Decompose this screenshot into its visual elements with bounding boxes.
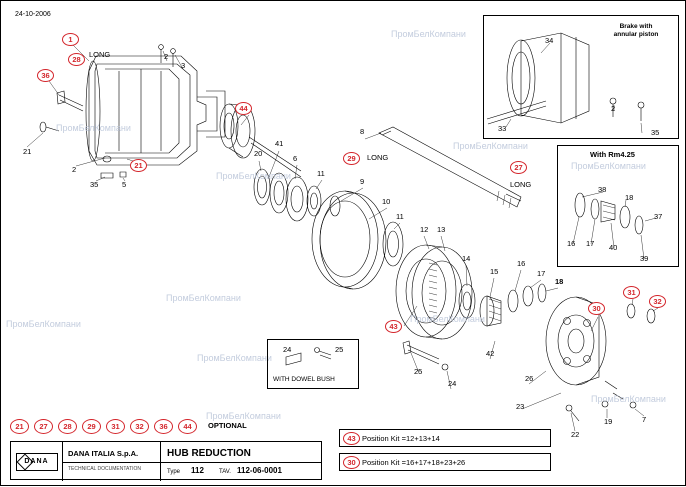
optional-label: OPTIONAL [208,421,247,430]
callout-2-top: 2 [164,52,169,61]
kit-box-43 [339,429,551,447]
watermark: ПромБелКомпани [410,314,485,324]
tav-value: 112-06-0001 [237,466,282,475]
brake-callout-33: 33 [498,124,507,133]
callout-31[interactable]: 31 [623,286,640,299]
brake-callout-34: 34 [545,36,554,45]
callout-5: 5 [122,180,127,189]
dana-logo [11,442,63,481]
callout-11-lower: 11 [396,212,404,221]
optional-item-32[interactable]: 32 [130,419,149,434]
doc-type: TECHNICAL DOCUMENTATION [68,466,141,472]
watermark: ПромБелКомпани [216,171,291,181]
rm-callout-18: 18 [625,193,634,202]
callout-36[interactable]: 36 [37,69,54,82]
callout-41: 41 [275,139,284,148]
callout-14: 14 [462,254,471,263]
watermark: ПромБелКомпани [453,141,528,151]
callout-17: 17 [537,269,546,278]
company-name: DANA ITALIA S.p.A. [68,449,139,458]
watermark: ПромБелКомпани [197,353,272,363]
callout-43-main[interactable]: 43 [385,320,402,333]
kit-box-30 [339,453,551,471]
callout-10: 10 [382,197,391,206]
callout-15: 15 [490,267,499,276]
rm-callout-17: 17 [586,239,595,248]
callout-30-hub[interactable]: 30 [588,302,605,315]
optional-row [10,416,322,436]
callout-20: 20 [254,149,263,158]
callout-7: 7 [642,415,647,424]
rm-callout-40: 40 [609,243,618,252]
kit-30-text: Position Kit =16+17+18+23+26 [362,457,466,467]
callout-22: 22 [571,430,580,439]
callout-11-upper: 11 [317,169,325,178]
callout-27[interactable]: 27 [510,161,527,174]
optional-item-31[interactable]: 31 [106,419,125,434]
callout-long-left: LONG [89,50,111,59]
watermark: ПромБелКомпани [571,161,646,171]
rm425-inset [557,145,679,267]
rm-callout-16: 16 [567,239,576,248]
optional-item-28[interactable]: 28 [58,419,77,434]
callout-21-left: 21 [23,147,32,156]
callout-26: 26 [525,374,534,383]
callout-19: 19 [604,417,613,426]
title-block-title-cell [161,442,321,481]
callout-29[interactable]: 29 [343,152,360,165]
callout-35-left: 35 [90,180,99,189]
callout-21-body[interactable]: 21 [130,159,147,172]
brake-callout-2: 2 [611,104,616,113]
title-block [10,441,322,480]
optional-item-44[interactable]: 44 [178,419,197,434]
optional-item-29[interactable]: 29 [82,419,101,434]
callout-6: 6 [293,154,298,163]
brake-callout-35: 35 [651,128,660,137]
optional-item-21[interactable]: 21 [10,419,29,434]
callout-32[interactable]: 32 [649,295,666,308]
callout-29-long: LONG [367,153,389,162]
watermark: ПромБелКомпани [591,394,666,404]
callout-13: 13 [437,225,446,234]
type-value: 112 [191,466,204,475]
rm-callout-37: 37 [654,212,663,221]
callout-18: 18 [555,277,564,286]
kit-43-ref[interactable]: 43 [343,432,360,445]
brake-inset-title: Brake with annular piston [613,23,659,39]
type-label: Type [167,469,181,475]
callout-27-long: LONG [510,180,532,189]
tav-label: TAV. [219,469,231,475]
kit-43-text: Position Kit =12+13+14 [362,433,440,443]
rm-callout-39: 39 [640,254,649,263]
kit-30-ref[interactable]: 30 [343,456,360,469]
callout-44[interactable]: 44 [235,102,252,115]
callout-3: 3 [181,61,186,70]
dana-logo-mark: DANA [16,453,58,471]
callout-8: 8 [360,127,365,136]
callout-42: 42 [486,349,495,358]
callout-16: 16 [517,259,526,268]
callout-28[interactable]: 28 [68,53,85,66]
optional-item-36[interactable]: 36 [154,419,173,434]
watermark: ПромБелКомпани [6,319,81,329]
dowel-callout-25: 25 [335,345,344,354]
watermark: ПромБелКомпани [206,411,281,421]
rm-callout-38: 38 [598,185,607,194]
rm425-inset-title: With Rm4.25 [590,150,635,159]
drawing-date: 24-10-2006 [15,11,51,18]
dowel-callout-24: 24 [283,345,292,354]
callout-12: 12 [420,225,429,234]
callout-24-main: 24 [448,379,457,388]
callout-25-main: 25 [414,367,423,376]
callout-9: 9 [360,177,365,186]
dowel-bush-inset-title: WITH DOWEL BUSH [273,376,335,383]
callout-1[interactable]: 1 [62,33,79,46]
watermark: ПромБелКомпани [391,29,466,39]
drawing-title: HUB REDUCTION [167,448,251,459]
watermark: ПромБелКомпани [166,293,241,303]
callout-23: 23 [516,402,525,411]
optional-item-27[interactable]: 27 [34,419,53,434]
title-block-company-cell [63,442,161,481]
callout-2-left: 2 [72,165,77,174]
watermark: ПромБелКомпани [56,123,131,133]
